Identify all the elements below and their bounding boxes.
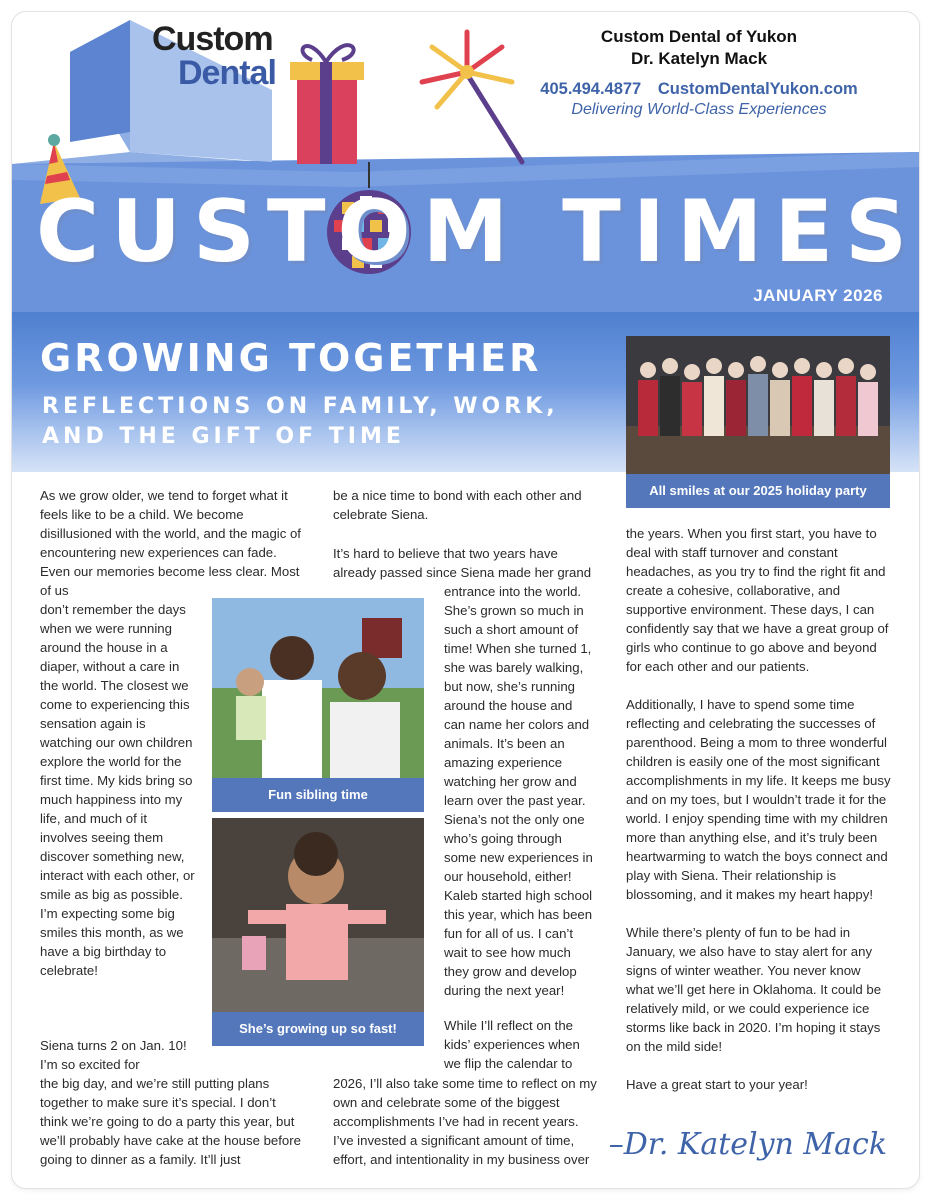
article-headline: GROWING TOGETHER [40,336,542,380]
logo-line-1: Custom [152,20,273,58]
col2-p3-wide: 2026, I’ll also take some time to reflect on my own and celebrate some of the biggest accomplishments I’ve had in recent years. I’ve invested a significant amount of time, effort, and intentionality in my business over [333,1076,597,1167]
issue-date: JANUARY 2026 [753,286,883,305]
col3-body [626,524,892,1113]
sibling-photo-caption: Fun sibling time [212,778,424,812]
col1-narrow: don’t remember the days when we were running around the house in a diaper, without a care in the world. The closest we come to experiencing this sensation again is watching our own children explore the world for the first time. My kids bring so much happiness into my life, and much of it involves seeing them discover something new, interact with each other, or smile as big as possible. I’m expecting some big smiles this month, as we have a big birthday to celebrate! [40,602,195,978]
signature: –Dr. Katelyn Mack [608,1127,887,1162]
col3-paragraph: Additionally, I have to spend some time reflecting and celebrating the successes of parenthood. Being a mom to three wonderful children is easily one of the most significant accomplishments in my life. It keeps me busy and on my toes, but I wouldn’t trade it for the world. I enjoy spending time with my children more than anything else, and it’s truly been heartwarming to watch the boys connect and play with Siena. Their relationship is blossoming, and it makes my heart happy! [626,697,891,902]
logo-line-2: Dental [178,54,276,92]
col2-p2-wide: It’s hard to believe that two years have already passed since Siena made her grand [333,546,592,580]
website-link[interactable]: CustomDentalYukon.com [657,80,858,98]
col3-paragraph: While there’s plenty of fun to be had in January, we also have to stay alert for any signs of winter weather. You never know what we’ll get here in Oklahoma. It could be relatively mild, or we could experience ice storms like back in 2020. I’m hoping it stays on the mild side! [626,925,882,1054]
sibling-photo [212,598,424,778]
phone-number[interactable]: 405.494.4877 [540,80,642,98]
col3-paragraph: Have a great start to your year! [626,1077,808,1092]
contact-block [509,26,889,119]
col2-top: be a nice time to bond with each other and celebrate Siena. [333,488,582,522]
col1-p2-narrow: Siena turns 2 on Jan. 10! I’m so excited for [40,1038,187,1072]
newsletter-title: CUSTOM TIMES [36,182,919,282]
article-subhead: REFLECTIONS ON FAMILY, WORK, AND THE GIFT OF TIME [42,394,559,449]
tagline: Delivering World-Class Experiences [571,101,827,118]
holiday-party-photo [626,336,890,474]
custom-dental-logo [152,22,276,90]
toddler-photo [212,818,424,1012]
newsletter-page [12,12,919,1188]
col3-paragraph: the years. When you first start, you have to deal with staff turnover and constant headaches, as you try to find the right fit and create a cohesive, collaborative, and supportive environment. These days, I can confidently say that we have a great group of girls who continue to go above and beyond for each other and our patients. [626,526,889,674]
col2-narrow: entrance into the world. She’s grown so much in such a short amount of time! When she turned 1, she was barely walking, but now, she’s running around the house and can name her colors and animals. It’s been an amazing experience watching her grow and learn over the past year. Siena’s not the only one who’s going through some new experiences in our household, either! Kaleb started high school this year, which has been fun for all of us. I can’t wait to see how much they grow and develop during the next year! [444,584,593,998]
col2-p3-narrow: While I’ll reflect on the kids’ experiences when we flip the calendar to [444,1018,580,1071]
party-photo-caption: All smiles at our 2025 holiday party [626,474,890,508]
col1-lead: As we grow older, we tend to forget what it feels like to be a child. We become disillusioned with the world, and the magic of encountering new experiences can fade. Even our memories become less clear. Most of us [40,488,301,598]
toddler-photo-caption: She’s growing up so fast! [212,1012,424,1046]
gift-box-icon [290,45,364,164]
practice-name: Custom Dental of Yukon [600,27,798,46]
doctor-name: Dr. Katelyn Mack [630,49,768,68]
sparkler-icon [422,32,522,162]
phone-web-line [509,80,889,99]
col1-p2-wide: the big day, and we’re still putting plans together to make sure it’s special. I don’t think we’re going to do a party this year, but we’ll probably have cake at the house before going to dinner as a family. It’ll just [40,1076,301,1167]
